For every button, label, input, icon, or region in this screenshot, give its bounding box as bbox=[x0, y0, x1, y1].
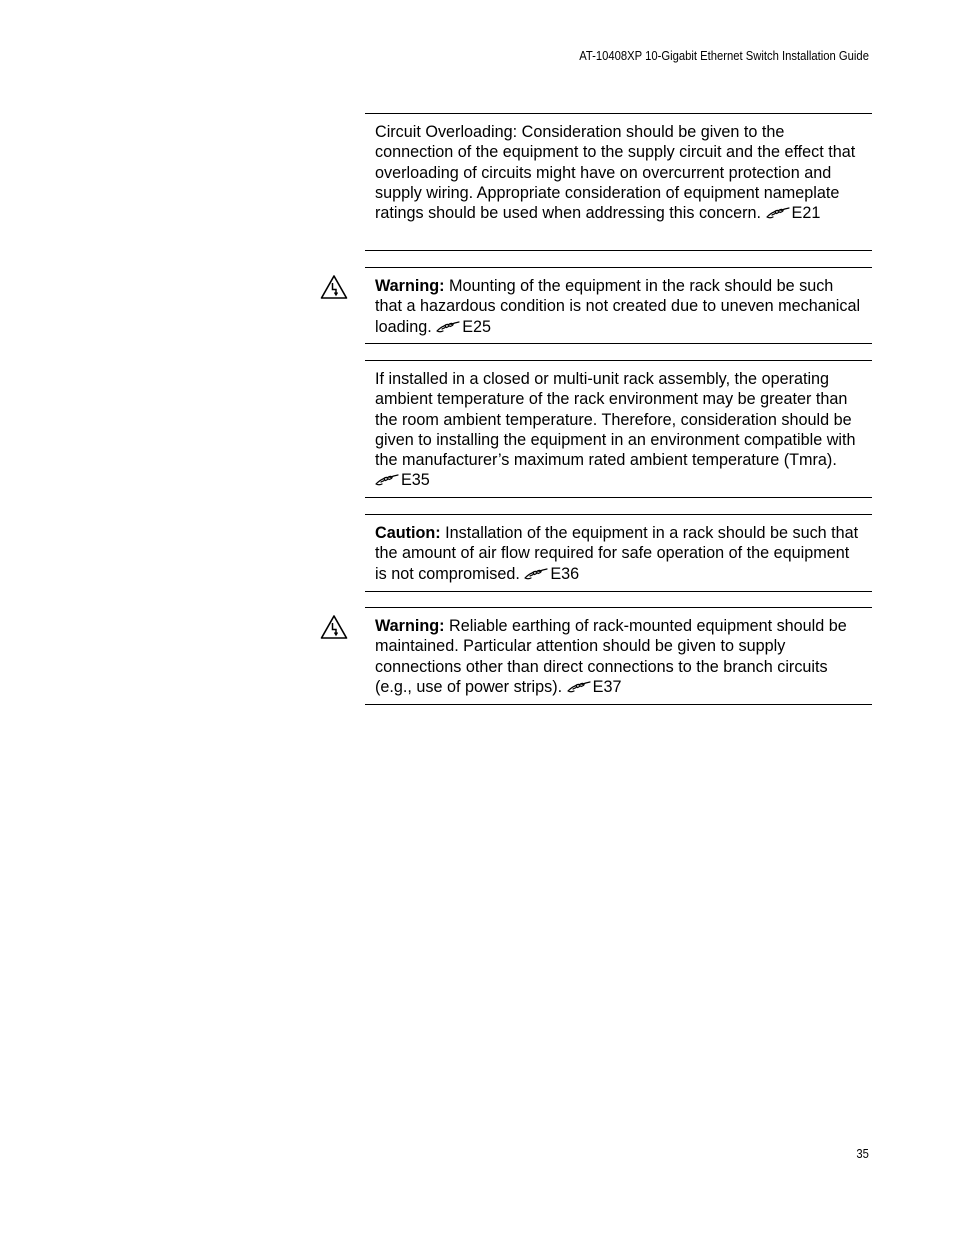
notice-label: Warning: bbox=[375, 277, 445, 295]
notice-body bbox=[375, 276, 862, 337]
notice-body bbox=[375, 523, 862, 584]
notice-warning-earthing bbox=[365, 607, 872, 705]
notice-ref: E21 bbox=[791, 204, 821, 223]
electrical-hazard-warning-icon bbox=[320, 274, 348, 300]
running-header: AT-10408XP 10-Gigabit Ethernet Switch Installation Guide bbox=[579, 49, 869, 63]
notice-caution-air-flow bbox=[365, 514, 872, 592]
notice-circuit-overloading bbox=[365, 113, 872, 251]
notice-body bbox=[375, 369, 862, 491]
notice-ambient-temperature bbox=[365, 360, 872, 498]
pointing-hand-icon bbox=[567, 681, 591, 693]
notice-ref: E36 bbox=[550, 564, 580, 583]
notice-text: Reliable earthing of rack-mounted equipment should be maintained. Particular attention should be given to supply connections other than direct connections to the branch circuits (e.g., use of power strips). bbox=[375, 617, 847, 696]
pointing-hand-icon bbox=[766, 207, 790, 219]
notice-text: If installed in a closed or multi-unit rack assembly, the operating ambient temperature of the rack environment may be greater than the room ambient temperature. Therefore, consideration should be given to installing the equipment in an environment compatible with the manufacturer’s maximum rated ambient temperature (Tmra). bbox=[375, 370, 856, 470]
notice-ref: E25 bbox=[462, 317, 492, 336]
notice-text: Circuit Overloading: Consideration should be given to the connection of the equipment to the supply circuit and the effect that overloading of circuits might have on overcurrent protection and supply wiring. Appropriate consideration of equipment nameplate ratings should be used when addressing this concern. bbox=[375, 123, 856, 223]
pointing-hand-icon bbox=[524, 568, 548, 580]
notice-ref: E35 bbox=[401, 471, 430, 490]
notice-warning-mechanical-loading bbox=[365, 267, 872, 344]
notice-label: Warning: bbox=[375, 617, 445, 635]
pointing-hand-icon bbox=[436, 321, 460, 333]
pointing-hand-icon bbox=[375, 474, 399, 486]
notice-label: Caution: bbox=[375, 524, 441, 542]
notice-body bbox=[375, 616, 862, 697]
page-number: 35 bbox=[856, 1147, 869, 1161]
notice-text: Installation of the equipment in a rack should be such that the amount of air flow required for safe operation of the equipment is not compromised. bbox=[375, 524, 859, 583]
notice-body bbox=[375, 122, 862, 223]
electrical-hazard-warning-icon bbox=[320, 614, 348, 640]
notice-text: Mounting of the equipment in the rack should be such that a hazardous condition is not created due to uneven mechanical loading. bbox=[375, 277, 861, 336]
notice-ref: E37 bbox=[592, 677, 622, 696]
